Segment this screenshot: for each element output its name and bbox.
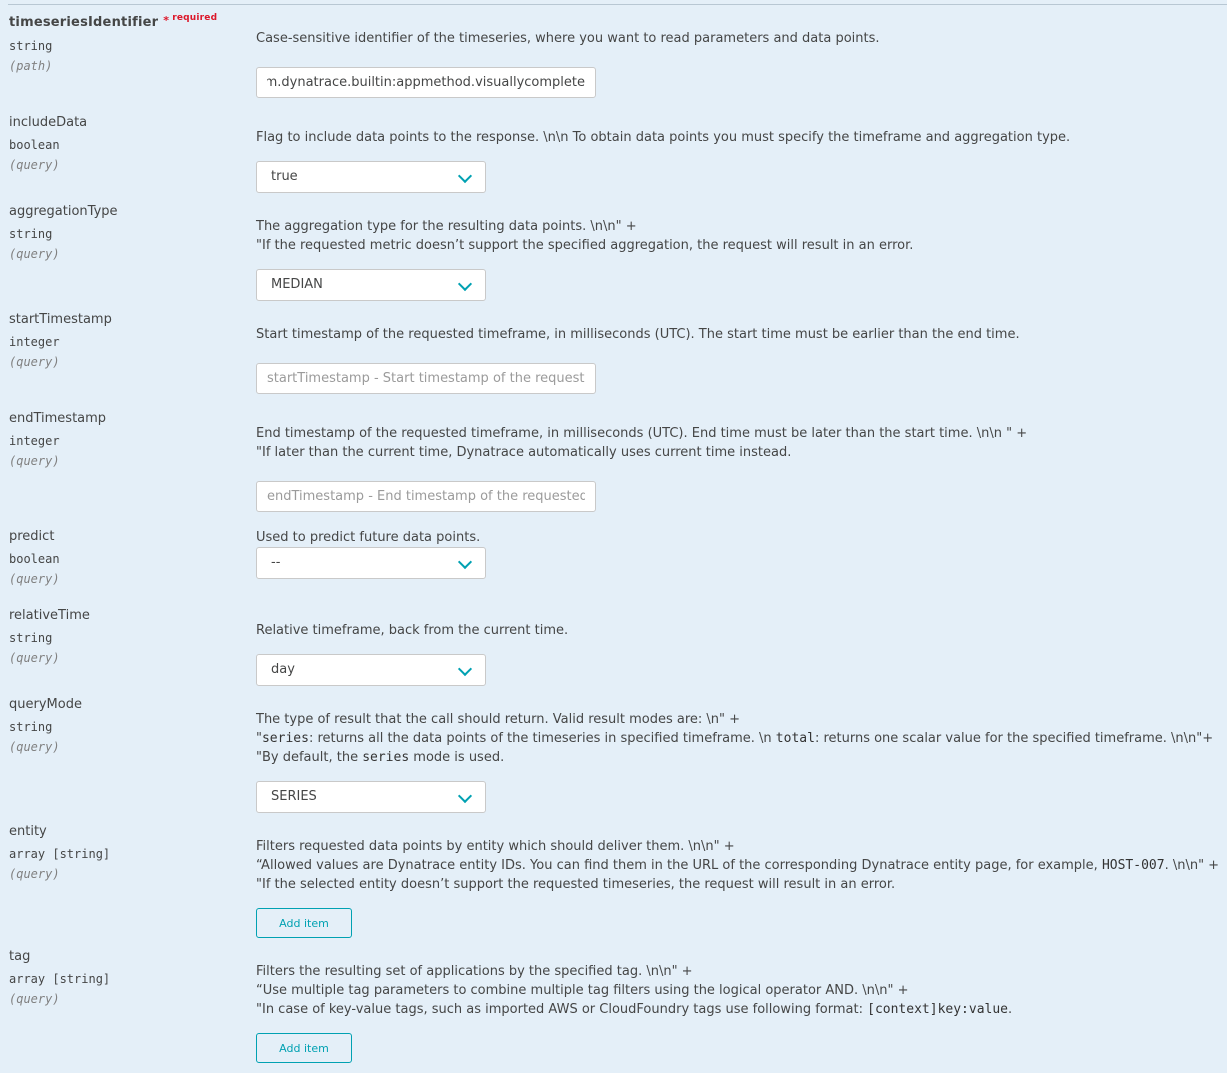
param-type: array [string]	[9, 972, 111, 986]
description-text: mode is used.	[409, 750, 505, 765]
param-location: (query)	[9, 992, 60, 1006]
param-name-text: timeseriesIdentifier	[9, 15, 159, 30]
param-name-timeseriesidentifier	[9, 15, 217, 30]
param-name-relativetime: relativeTime	[9, 608, 90, 623]
description-line	[256, 1000, 1012, 1019]
param-type: boolean	[9, 138, 60, 152]
param-description	[256, 837, 1219, 894]
description-line: End timestamp of the requested timeframe, in milliseconds (UTC). End time must be later than the start time. \n\n " +	[256, 426, 1028, 441]
description-line	[256, 748, 1213, 767]
param-location: (query)	[9, 572, 60, 586]
tag-add-item-button[interactable]: Add item	[256, 1033, 352, 1063]
param-location: (query)	[9, 740, 60, 754]
param-type: string	[9, 39, 53, 53]
entity-add-item-button[interactable]: Add item	[256, 908, 352, 938]
select-value: day	[271, 662, 295, 677]
required-star-icon: *	[163, 14, 170, 27]
param-name-entity: entity	[9, 824, 47, 839]
description-line: The type of result that the call should return. Valid result modes are: \n" +	[256, 712, 741, 727]
code-tag-format: [context]key:value	[867, 1002, 1009, 1017]
includedata-select[interactable]	[256, 161, 486, 193]
code-total: total	[775, 731, 815, 746]
chevron-down-icon	[458, 789, 472, 803]
param-name-querymode: queryMode	[9, 697, 82, 712]
description-text: : returns all the data points of the timeseries in specified timeframe. \n	[308, 731, 776, 746]
param-type: integer	[9, 335, 60, 349]
description-text: "By default, the	[256, 750, 363, 765]
predict-select[interactable]	[256, 547, 486, 579]
description-line: Filters requested data points by entity which should deliver them. \n\n" +	[256, 839, 735, 854]
chevron-down-icon	[458, 169, 472, 183]
param-description: Start timestamp of the requested timeframe, in milliseconds (UTC). The start time must be earlier than the end time.	[256, 327, 1020, 342]
description-text: .	[1008, 1002, 1013, 1017]
select-value: SERIES	[271, 789, 317, 804]
querymode-select[interactable]	[256, 781, 486, 813]
param-location: (query)	[9, 158, 60, 172]
section-divider	[8, 4, 1227, 5]
description-line: The aggregation type for the resulting data points. \n\n" +	[256, 219, 637, 234]
select-value: --	[271, 555, 281, 570]
param-description	[256, 424, 1027, 462]
param-name-predict: predict	[9, 529, 55, 544]
param-name-starttimestamp: startTimestamp	[9, 312, 112, 327]
description-line: "If the selected entity doesn’t support the requested timeseries, the request will result in an error.	[256, 877, 896, 892]
param-description: Case-sensitive identifier of the timeseries, where you want to read parameters and data points.	[256, 31, 880, 46]
starttimestamp-input[interactable]	[256, 363, 596, 394]
code-host-id: HOST-007	[1101, 858, 1165, 873]
param-location: (query)	[9, 355, 60, 369]
param-description: Used to predict future data points.	[256, 530, 481, 545]
description-line	[256, 729, 1213, 748]
description-line: Filters the resulting set of applications by the specified tag. \n\n" +	[256, 964, 693, 979]
description-text: . \n\n" +	[1164, 858, 1220, 873]
description-text: “Allowed values are Dynatrace entity IDs. You can find them in the URL of the corresponding Dynatrace entity page, for example,	[256, 858, 1102, 873]
description-text: "	[256, 731, 262, 746]
param-type: string	[9, 631, 53, 645]
param-location: (query)	[9, 651, 60, 665]
description-line: "If the requested metric doesn’t support the specified aggregation, the request will result in an error.	[256, 238, 914, 253]
description-line: “Use multiple tag parameters to combine multiple tag filters using the logical operator AND. \n\n" +	[256, 983, 909, 998]
chevron-down-icon	[458, 555, 472, 569]
required-label: required	[172, 13, 218, 23]
description-text: : returns one scalar value for the specified timeframe. \n\n"+	[814, 731, 1214, 746]
param-location: (path)	[9, 59, 53, 73]
param-type: integer	[9, 434, 60, 448]
relativetime-select[interactable]	[256, 654, 486, 686]
param-description	[256, 217, 913, 255]
select-value: true	[271, 169, 298, 184]
param-location: (query)	[9, 454, 60, 468]
timeseriesidentifier-input[interactable]	[256, 67, 596, 98]
param-location: (query)	[9, 247, 60, 261]
endtimestamp-input[interactable]	[256, 481, 596, 512]
param-name-includedata: includeData	[9, 115, 88, 130]
code-series: series	[261, 731, 309, 746]
param-description	[256, 962, 1012, 1019]
description-text: "In case of key-value tags, such as imported AWS or CloudFoundry tags use following format:	[256, 1002, 868, 1017]
aggregationtype-select[interactable]	[256, 269, 486, 301]
param-name-tag: tag	[9, 949, 31, 964]
description-line: "If later than the current time, Dynatrace automatically uses current time instead.	[256, 445, 792, 460]
param-description: Flag to include data points to the response. \n\n To obtain data points you must specify the timeframe and aggregation type.	[256, 130, 1071, 145]
param-name-aggregationtype: aggregationType	[9, 204, 118, 219]
select-value: MEDIAN	[271, 277, 323, 292]
chevron-down-icon	[458, 662, 472, 676]
param-type: string	[9, 720, 53, 734]
param-name-endtimestamp: endTimestamp	[9, 411, 107, 426]
param-description	[256, 710, 1213, 767]
param-location: (query)	[9, 867, 60, 881]
code-series: series	[362, 750, 410, 765]
param-type: array [string]	[9, 847, 111, 861]
param-type: boolean	[9, 552, 60, 566]
param-description: Relative timeframe, back from the current time.	[256, 623, 569, 638]
param-type: string	[9, 227, 53, 241]
description-line	[256, 856, 1219, 875]
chevron-down-icon	[458, 277, 472, 291]
